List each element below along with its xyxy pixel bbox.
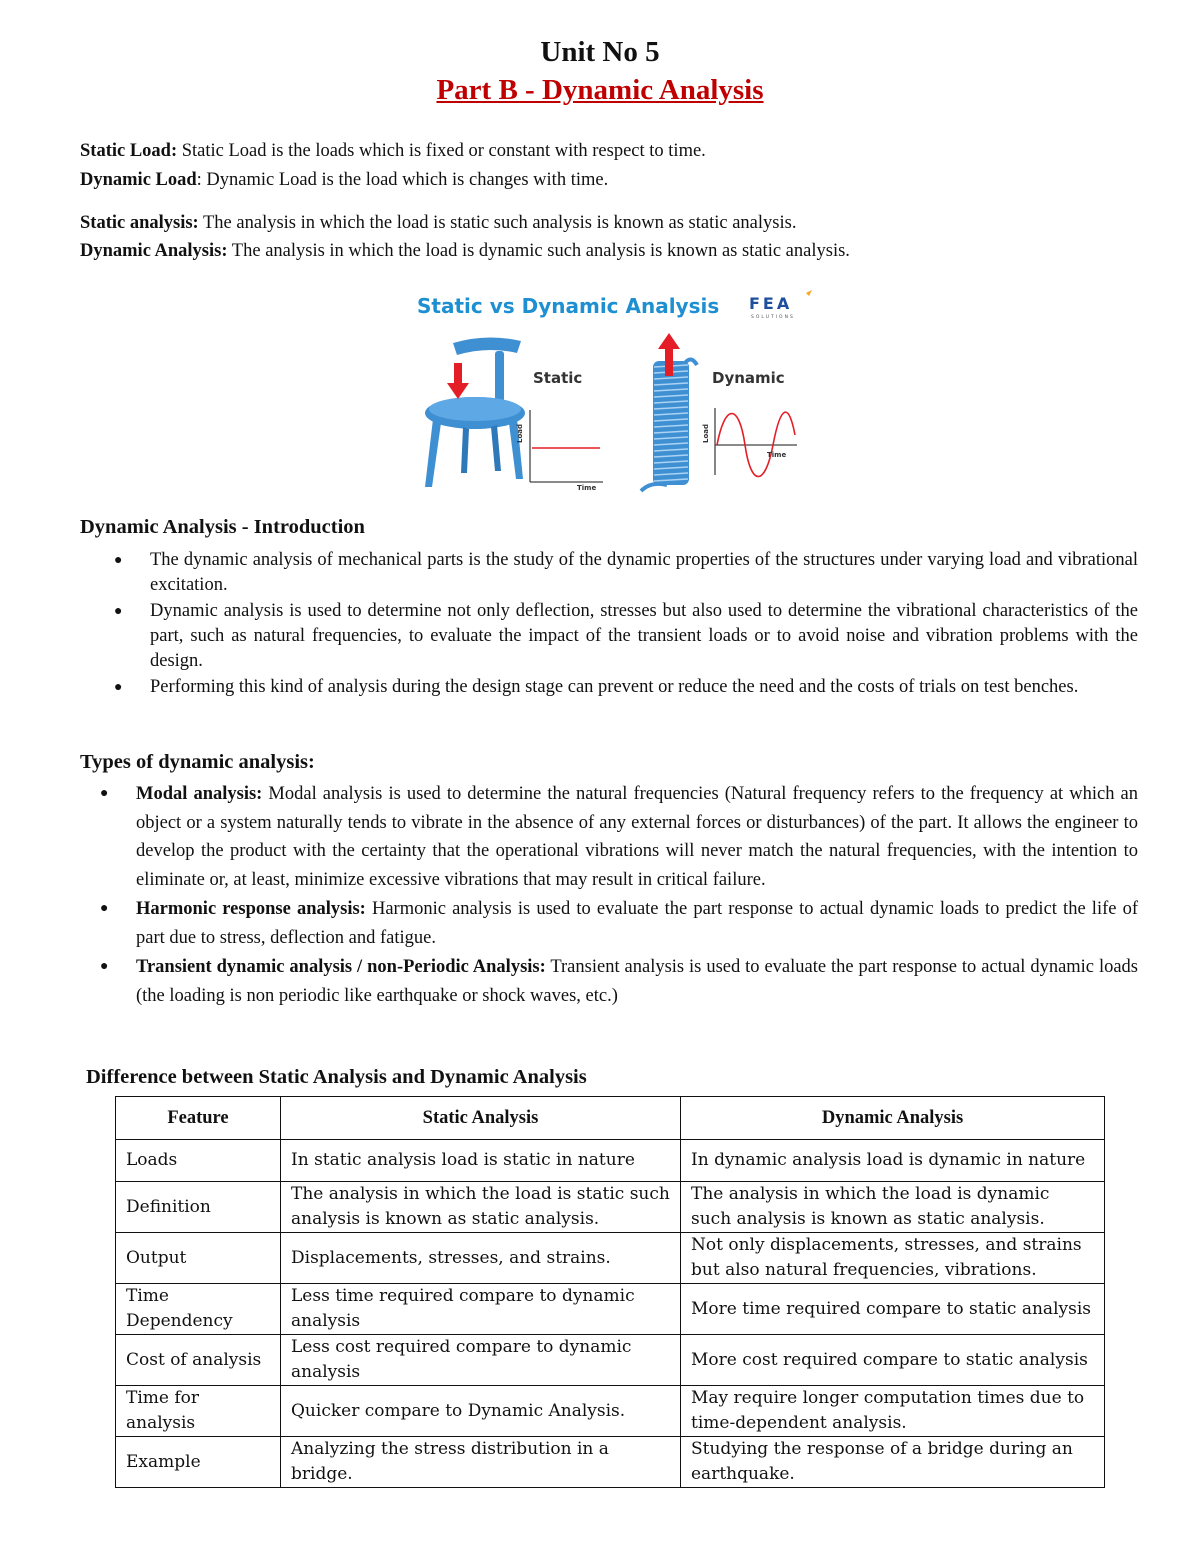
static-vs-dynamic-figure xyxy=(405,285,830,510)
definition-static-load xyxy=(80,141,706,162)
table-cell: Loads xyxy=(116,1140,281,1182)
list-item xyxy=(80,675,1138,700)
table-cell: Analyzing the stress distribution in a bridge. xyxy=(281,1437,681,1488)
bullet-icon: ● xyxy=(100,959,109,974)
dynamic-x-axis-label: Time xyxy=(767,451,787,459)
table-caption: Difference between Static Analysis and Dynamic Analysis xyxy=(86,1066,587,1088)
bullet-icon: ● xyxy=(114,604,123,619)
list-item xyxy=(80,895,1138,952)
table-cell: In dynamic analysis load is dynamic in nature xyxy=(681,1140,1105,1182)
definition-term: Static analysis: xyxy=(80,213,199,233)
logo-mark-icon xyxy=(806,290,812,296)
table-cell: More time required compare to static analysis xyxy=(681,1284,1105,1335)
list-item xyxy=(80,548,1138,598)
table-cell: Quicker compare to Dynamic Analysis. xyxy=(281,1386,681,1437)
list-item-text: Dynamic analysis is used to determine not only deflection, stresses but also used to determine the vibrational characteristics of the part, such as natural frequencies, to evaluate the impact of the transient loads or to avoid noise and vibration problems with the design. xyxy=(150,601,1138,671)
comparison-table xyxy=(115,1096,1105,1488)
type-text: Harmonic analysis is used to evaluate the part response to actual dynamic loads to predict the life of part due to stress, deflection and fatigue. xyxy=(136,899,1139,948)
table-cell: Displacements, stresses, and strains. xyxy=(281,1233,681,1284)
table-cell: Example xyxy=(116,1437,281,1488)
table-cell: Time for analysis xyxy=(116,1386,281,1437)
list-item xyxy=(80,599,1138,674)
table-cell: Less time required compare to dynamic analysis xyxy=(281,1284,681,1335)
table-row xyxy=(116,1335,1105,1386)
definition-text: : Dynamic Load is the load which is changes with time. xyxy=(196,170,609,190)
dynamic-label: Dynamic xyxy=(712,369,785,387)
type-term: Modal analysis: xyxy=(136,784,263,804)
spring-icon xyxy=(641,359,697,491)
definition-text: The analysis in which the load is dynamic such analysis is known as static analysis. xyxy=(227,241,850,261)
table-cell: Studying the response of a bridge during an earthquake. xyxy=(681,1437,1105,1488)
list-item xyxy=(80,953,1138,1010)
static-x-axis-label: Time xyxy=(577,484,597,492)
list-item-text: The dynamic analysis of mechanical parts is the study of the dynamic properties of the structures under varying load and vibrational excitation. xyxy=(150,550,1138,595)
table-cell: May require longer computation times due to time-dependent analysis. xyxy=(681,1386,1105,1437)
bullet-icon: ● xyxy=(114,553,123,568)
table-row xyxy=(116,1182,1105,1233)
column-header: Static Analysis xyxy=(281,1097,681,1140)
bullet-icon: ● xyxy=(100,901,109,916)
table-row xyxy=(116,1386,1105,1437)
table-header-row xyxy=(116,1097,1105,1140)
definition-dynamic-analysis xyxy=(80,241,850,262)
table-cell: Not only displacements, stresses, and strains but also natural frequencies, vibrations. xyxy=(681,1233,1105,1284)
dynamic-y-axis-label: Load xyxy=(702,423,710,443)
type-term: Transient dynamic analysis / non-Periodic Analysis: xyxy=(136,957,546,977)
bullet-icon: ● xyxy=(114,680,123,695)
figure-title: Static vs Dynamic Analysis xyxy=(417,294,720,318)
definition-term: Dynamic Analysis: xyxy=(80,241,228,261)
table-cell: The analysis in which the load is dynamic such analysis is known as static analysis. xyxy=(681,1182,1105,1233)
table-cell: Cost of analysis xyxy=(116,1335,281,1386)
table-row xyxy=(116,1233,1105,1284)
table-row xyxy=(116,1437,1105,1488)
type-text: Modal analysis is used to determine the natural frequencies (Natural frequency refers to the frequency at which an object or a system naturally tends to vibrate in the absence of any external forces or disturbances) of the part. It allows the engineer to develop the product with the certainty that the operational vibrations will never match the natural frequencies, with the intention to eliminate or, at least, minimize excessive vibrations that may result in critical failure. xyxy=(136,784,1138,890)
part-title: Part B - Dynamic Analysis xyxy=(436,74,764,106)
definition-text: Static Load is the loads which is fixed or constant with respect to time. xyxy=(177,141,706,161)
table-cell: Less cost required compare to dynamic analysis xyxy=(281,1335,681,1386)
fea-logo-sub: SOLUTIONS xyxy=(751,315,795,320)
fea-logo: FEA xyxy=(749,294,793,313)
down-arrow-icon xyxy=(447,363,469,399)
chair-icon xyxy=(425,337,525,487)
types-heading: Types of dynamic analysis: xyxy=(80,751,315,773)
table-cell: Definition xyxy=(116,1182,281,1233)
table-cell: The analysis in which the load is static such analysis is known as static analysis. xyxy=(281,1182,681,1233)
table-cell: Time Dependency xyxy=(116,1284,281,1335)
definition-text: The analysis in which the load is static such analysis is known as static analysis. xyxy=(198,213,797,233)
table-cell: Output xyxy=(116,1233,281,1284)
static-label: Static xyxy=(533,369,583,387)
figure-svg xyxy=(405,285,830,510)
static-y-axis-label: Load xyxy=(516,423,524,443)
column-header: Dynamic Analysis xyxy=(681,1097,1105,1140)
table-cell: More cost required compare to static analysis xyxy=(681,1335,1105,1386)
definition-term: Static Load: xyxy=(80,141,178,161)
type-term: Harmonic response analysis: xyxy=(136,899,366,919)
column-header: Feature xyxy=(116,1097,281,1140)
static-load-graph xyxy=(530,410,603,482)
list-item xyxy=(80,780,1138,894)
dynamic-load-graph xyxy=(715,408,797,477)
list-item-text: Performing this kind of analysis during the design stage can prevent or reduce the need and the costs of trials on test benches. xyxy=(150,677,1079,697)
intro-heading: Dynamic Analysis - Introduction xyxy=(80,516,365,538)
table-cell: In static analysis load is static in nature xyxy=(281,1140,681,1182)
type-text: Transient analysis is used to evaluate the part response to actual dynamic loads (the loading is non periodic like earthquake or shock waves, etc.) xyxy=(136,957,1139,1006)
unit-title: Unit No 5 xyxy=(540,36,660,68)
definition-dynamic-load xyxy=(80,170,608,191)
table-row xyxy=(116,1140,1105,1182)
types-list xyxy=(80,780,1138,1011)
definition-term: Dynamic Load xyxy=(80,170,197,190)
table-row xyxy=(116,1284,1105,1335)
intro-list xyxy=(80,548,1138,701)
bullet-icon: ● xyxy=(100,786,109,801)
definition-static-analysis xyxy=(80,213,796,234)
